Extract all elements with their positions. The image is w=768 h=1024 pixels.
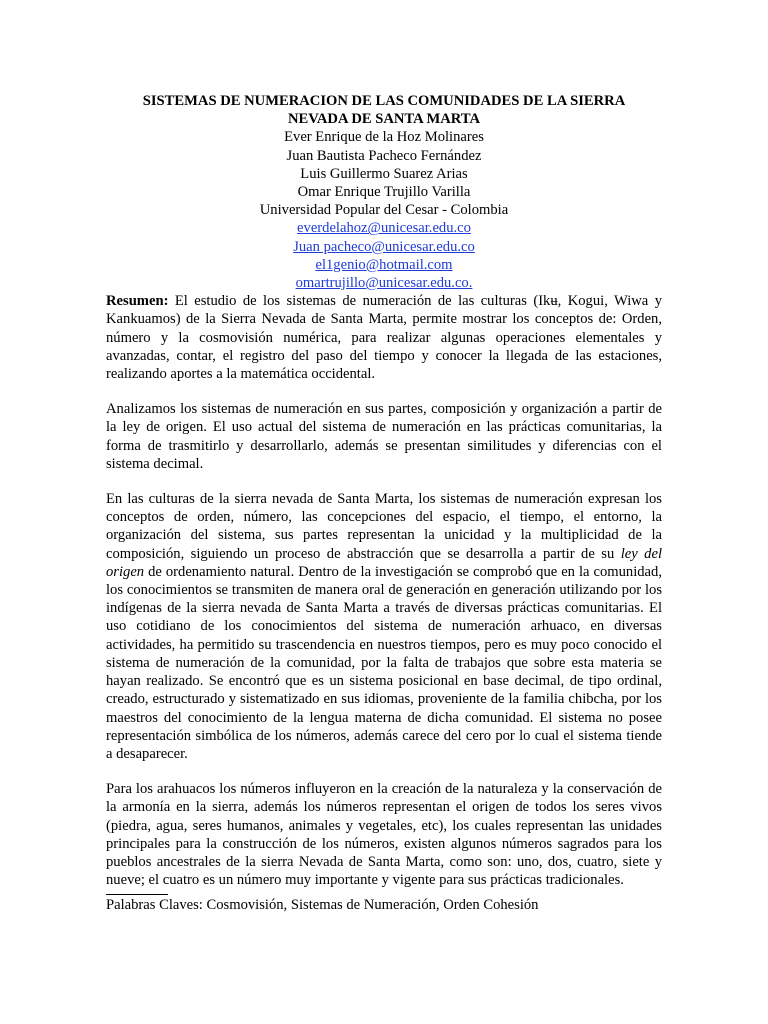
- email-link-1[interactable]: everdelahoz@unicesar.edu.co: [297, 220, 471, 237]
- body-paragraph-3: [106, 490, 662, 763]
- affiliation: Universidad Popular del Cesar - Colombia: [259, 202, 509, 219]
- paragraph-3-text-a: En las culturas de la sierra nevada de Santa Marta, los sistemas de numeración expresan los conceptos de orden, número, las concepciones del espacio, el tiempo, el entorno, la organización del sistema, sus partes representan la unicidad y la multiplicidad de la composición, siguiendo un proceso de abstracción que se desarrolla a partir de su: [106, 491, 662, 562]
- abstract-text: El estudio de los sistemas de numeración de las culturas (Ikʉ, Kogui, Wiwa y Kankuamos) de la Sierra Nevada de Santa Marta, permite mostrar los conceptos de: Orden, número y la cosmovisión numérica, para realizar algunas operaciones elementales y avanzadas, contar, el registro del paso del tiempo y conocer la llegada de las estaciones, realizando aportes a la matemática occidental.: [106, 293, 662, 383]
- author-1: Ever Enrique de la Hoz Molinares: [284, 129, 484, 146]
- email-link-3[interactable]: el1genio@hotmail.com: [315, 256, 453, 273]
- author-4: Omar Enrique Trujillo Varilla: [297, 184, 471, 201]
- email-link-2[interactable]: Juan pacheco@unicesar.edu.co: [293, 238, 475, 255]
- body-paragraph-2: Analizamos los sistemas de numeración en sus partes, composición y organización a partir de la ley de origen. El uso actual del sistema de numeración en las prácticas comunitarias, la forma de trasmitirlo y desarrollarlo, además se presentan similitudes y diferencias con el sistema decimal.: [106, 401, 662, 472]
- email-link-4[interactable]: omartrujillo@unicesar.edu.co.: [295, 275, 473, 292]
- footnote-rule: [106, 894, 168, 895]
- keywords-line: Palabras Claves: Cosmovisión, Sistemas de Numeración, Orden Cohesión: [106, 897, 539, 914]
- author-3: Luis Guillermo Suarez Arias: [300, 165, 468, 182]
- paragraph-3-text-b: de ordenamiento natural. Dentro de la investigación se comprobó que en la comunidad, los conocimientos se transmiten de manera oral de generación en generación utilizando por los indígenas de la sierra nevada de Santa Marta a través de diversas prácticas comunitarias. El uso cotidiano de los conocimientos del sistema de numeración arhuaco, en diversas actividades, ha permitido su trascendencia en nuestros tiempos, pero es muy poco conocido el sistema de numeración de la comunidad, por la falta de trabajos que sobre esta materia se hayan realizado. Se encontró que es un sistema posicional en base decimal, de tipo ordinal, creado, estructurado y sistematizado en sus idiomas, proveniente de la familia chibcha, por los maestros del conocimiento de la lengua materna de dicha comunidad. El sistema no posee representación simbólica de los números, además carece del cero por lo cual el sistema tiende a desaparecer.: [106, 563, 662, 762]
- document-page: [106, 92, 662, 915]
- paper-title-line-1: SISTEMAS DE NUMERACION DE LAS COMUNIDADES DE LA SIERRA: [142, 93, 626, 109]
- paragraph-3-italic: ley del origen: [106, 545, 662, 580]
- paper-title-line-2: NEVADA DE SANTA MARTA: [287, 111, 481, 128]
- body-paragraph-4: Para los arahuacos los números influyeron en la creación de la naturaleza y la conservación de la armonía en la sierra, además los números representan el origen de todos los seres vivos (piedra, agua, seres humanos, animales y vegetales, etc), los cuales representan las unidades principales para la construcción de los números, existen algunos números sagrados para los pueblos ancestrales de la sierra Nevada de Santa Marta, como son: uno, dos, cuatro, siete y nueve; el cuatro es un número muy importante y vigente para sus prácticas tradicionales.: [106, 781, 662, 889]
- abstract-label: Resumen:: [106, 293, 169, 310]
- abstract-paragraph: [106, 292, 662, 383]
- author-2: Juan Bautista Pacheco Fernández: [286, 147, 482, 164]
